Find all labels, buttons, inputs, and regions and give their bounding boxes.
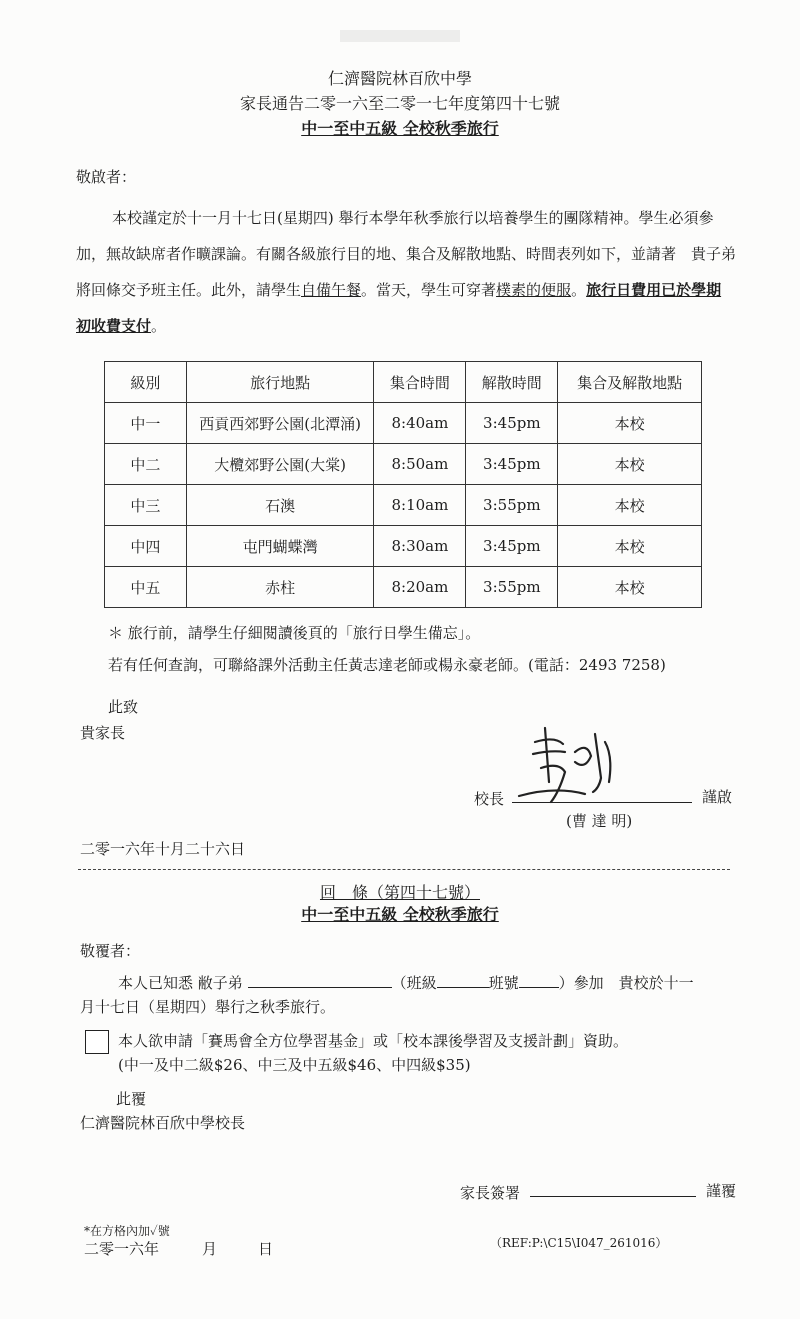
header-cell: 級別 (105, 362, 187, 403)
enquiry-line: 若有任何查詢，可聯絡課外活動主任黃志達老師或楊永豪老師。(電話：2493 7258) (108, 656, 666, 674)
table-cell: 赤柱 (186, 567, 374, 608)
student-name-field[interactable] (248, 973, 392, 988)
table-cell: 本校 (558, 485, 702, 526)
greeting: 敬啟者： (76, 168, 137, 186)
memo-note: ＊ 旅行前，請學生仔細閱讀後頁的「旅行日學生備忘」。 (108, 624, 481, 642)
principal-name: (曹 達 明) (566, 812, 633, 830)
principal-signature (515, 722, 625, 808)
subsidy-checkbox[interactable] (85, 1030, 109, 1054)
class-number-field[interactable] (519, 973, 559, 988)
lunch-requirement: 自備午餐 (301, 281, 362, 299)
table-cell: 石澳 (186, 485, 374, 526)
notice-date: 二零一六年十月二十六日 (80, 840, 246, 858)
reference-code: （REF:P:\C15\I047_261016） (490, 1236, 668, 1250)
reply-date-day: 日 (258, 1240, 274, 1258)
table-cell: 8:10am (374, 485, 466, 526)
cut-line (78, 869, 730, 870)
parent-signature-label: 家長簽署 (460, 1184, 521, 1202)
header-cell: 旅行地點 (186, 362, 374, 403)
table-row (105, 567, 702, 608)
schedule-table (104, 361, 702, 608)
table-cell: 屯門蝴蝶灣 (186, 526, 374, 567)
paragraph-text-4: 。 (151, 317, 167, 335)
header-cell: 集合及解散地點 (558, 362, 702, 403)
subsidy-amounts: (中一及中二級$26、中三及中五級$46、中四級$35) (118, 1056, 471, 1074)
table-cell: 本校 (558, 526, 702, 567)
reply-heading-wrap (0, 880, 800, 903)
table-cell: 西貢西郊野公園(北潭涌) (186, 403, 374, 444)
subsidy-apply-line: 本人欲申請「賽馬會全方位學習基金」或「校本課後學習及支援計劃」資助。 (118, 1032, 629, 1050)
closing-parents: 貴家長 (80, 724, 126, 742)
reply-ci-fu: 此覆 (116, 1090, 147, 1108)
reply-line-1 (118, 972, 694, 993)
reply-recipient: 仁濟醫院林百欣中學校長 (80, 1114, 246, 1132)
reply-line-1d: ）參加 貴校於十一 (558, 974, 694, 992)
table-cell: 中四 (105, 526, 187, 567)
fee-note: 旅行日費用已於學期初收費支付 (76, 281, 722, 335)
table-cell: 3:45pm (466, 403, 558, 444)
table-cell: 8:20am (374, 567, 466, 608)
school-name: 仁濟醫院林百欣中學 (327, 69, 472, 88)
reply-line-2: 月十七日（星期四）舉行之秋季旅行。 (80, 998, 336, 1016)
header-cell: 集合時間 (374, 362, 466, 403)
header-cell: 解散時間 (466, 362, 558, 403)
table-cell: 3:45pm (466, 526, 558, 567)
table-cell: 3:55pm (466, 567, 558, 608)
table-cell: 8:50am (374, 444, 466, 485)
table-cell: 大欖郊野公園(大棠) (186, 444, 374, 485)
table-row (105, 485, 702, 526)
main-paragraph (76, 200, 736, 344)
notice-number: 家長通告二零一六至二零一七年度第四十七號 (239, 94, 560, 113)
reply-date-year: 二零一六年 (84, 1240, 160, 1258)
table-row (105, 526, 702, 567)
table-cell: 8:30am (374, 526, 466, 567)
principal-closing: 謹啟 (702, 788, 733, 806)
reply-title: 中一至中五級 全校秋季旅行 (301, 905, 499, 924)
parent-closing: 謹覆 (706, 1182, 737, 1200)
reply-heading: 回 條（第四十七號） (319, 883, 480, 902)
reply-line-1a: 本人已知悉 敝子弟 (118, 974, 243, 992)
notice-title: 中一至中五級 全校秋季旅行 (301, 119, 499, 138)
table-cell: 本校 (558, 567, 702, 608)
table-cell: 3:55pm (466, 485, 558, 526)
table-cell: 8:40am (374, 403, 466, 444)
notice-title-wrap (0, 116, 800, 139)
reply-greeting: 敬覆者： (80, 942, 141, 960)
checkmark-footnote: *在方格內加✓號 (84, 1224, 170, 1238)
paragraph-text-1: 本校謹定於十一月十七日(星期四) 舉行本學年秋季旅行以培養學生的團隊精神。學生必須參加，無故缺席者作曠課論。有關各級旅行目的地、集合及解散地點、時間表列如下，並請著 貴子弟將回條交予班主任。此外，請學生 (76, 209, 737, 299)
principal-label: 校長 (474, 790, 505, 808)
table-header-row (105, 362, 702, 403)
reply-line-1c: 班號 (488, 974, 519, 992)
table-cell: 3:45pm (466, 444, 558, 485)
table-cell: 本校 (558, 403, 702, 444)
table-cell: 中一 (105, 403, 187, 444)
table-cell: 中二 (105, 444, 187, 485)
clothing-requirement: 樸素的便服 (496, 281, 572, 299)
table-row (105, 403, 702, 444)
reply-date-month: 月 (202, 1240, 218, 1258)
class-field[interactable] (437, 973, 489, 988)
table-cell: 中五 (105, 567, 187, 608)
reply-line-1b: （班級 (391, 974, 437, 992)
paragraph-text-3: 。 (571, 281, 587, 299)
parent-signature-field[interactable] (530, 1196, 696, 1197)
closing-ci-zhi: 此致 (108, 698, 139, 716)
faint-bleed-through (340, 30, 460, 42)
table-cell: 中三 (105, 485, 187, 526)
paragraph-text-2: 。當天，學生可穿著 (361, 281, 497, 299)
table-row (105, 444, 702, 485)
table-cell: 本校 (558, 444, 702, 485)
reply-title-wrap (0, 902, 800, 925)
